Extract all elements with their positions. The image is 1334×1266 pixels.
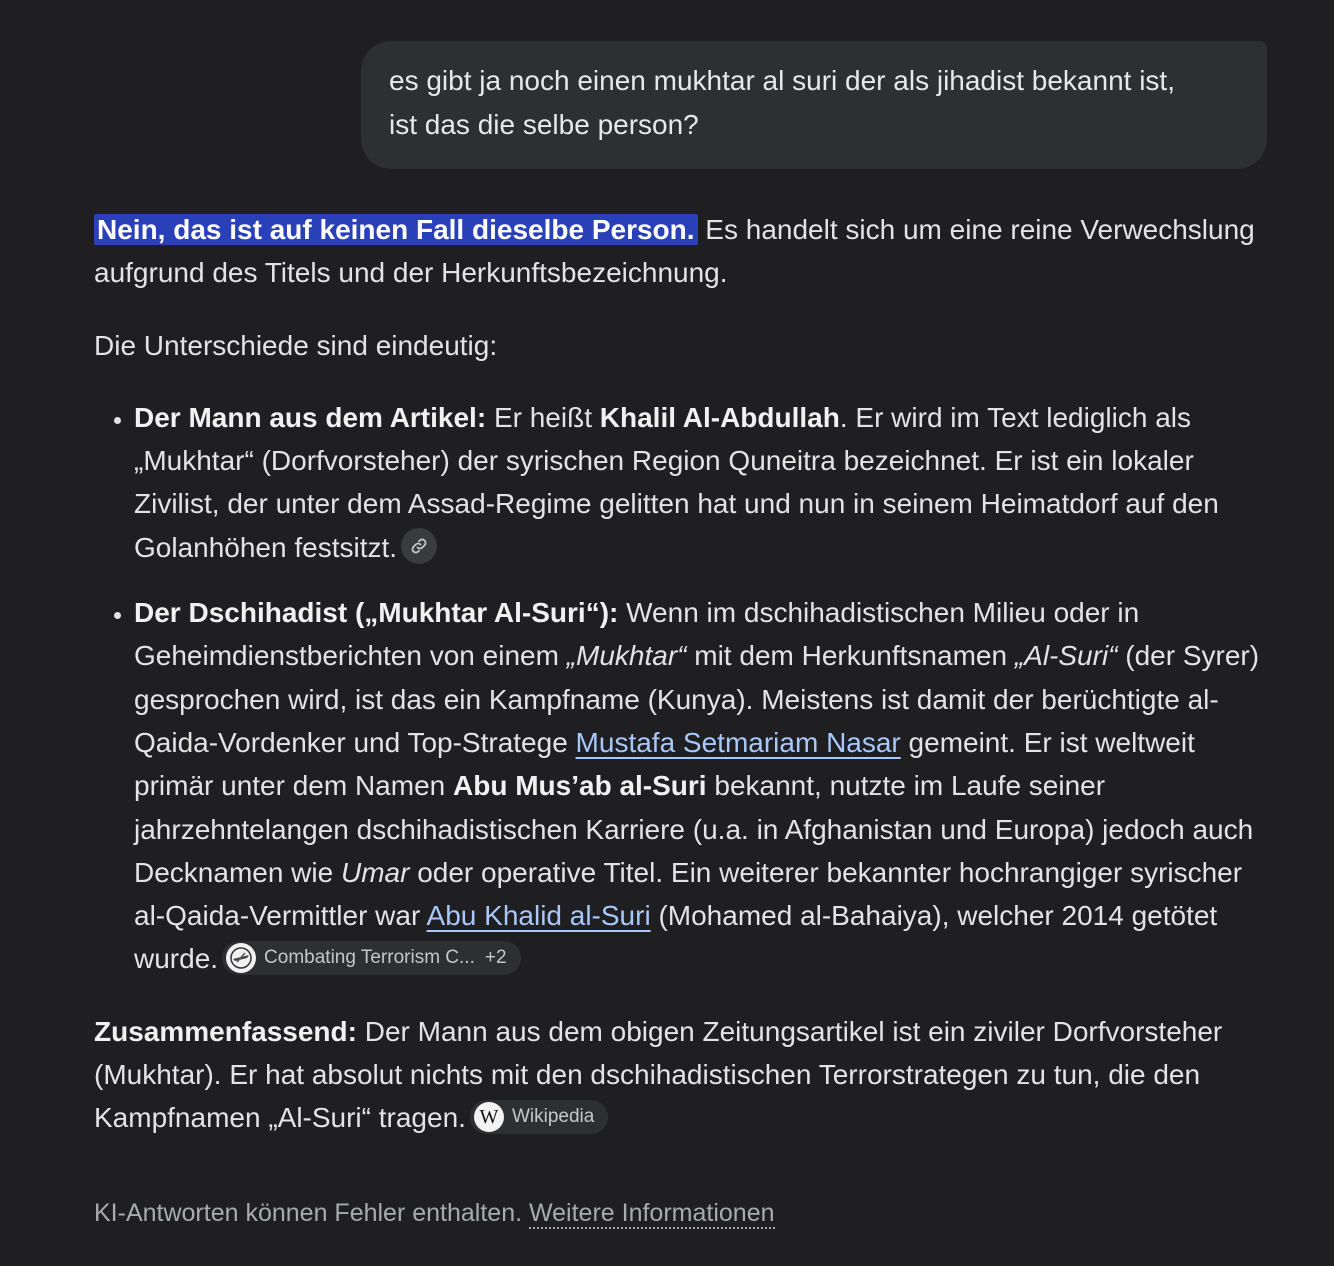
bullet1-name: Khalil Al-Abdullah [599, 401, 840, 433]
bullet1-label: Der Mann aus dem Artikel: [134, 401, 487, 433]
list-item [134, 591, 1266, 981]
answer-intro-text: Es handelt sich um eine reine Verwechslung aufgrund des Titels und der Herkunftsbezeichnung. [94, 214, 1255, 289]
ai-answer [94, 208, 1266, 1140]
user-message-line-1: es gibt ja noch einen mukhtar al suri der als jihadist bekannt ist, [389, 65, 1175, 96]
answer-highlight: Nein, das ist auf keinen Fall dieselbe Person. [94, 214, 698, 245]
link-abu-khalid-al-suri[interactable]: Abu Khalid al-Suri [426, 900, 651, 932]
bullet2-label: Der Dschihadist („Mukhtar Al-Suri“): [134, 597, 619, 629]
source-chip-wikipedia[interactable] [470, 1100, 608, 1134]
bullet2-italic-1: „Mukhtar“ [566, 640, 687, 672]
summary-text: Der Mann aus dem obigen Zeitungsartikel ist ein ziviler Dorfvorsteher (Mukhtar). Er hat absolut nichts mit den dschihadistischen Terrorstrategen zu tun, die den Kampfnamen „Al-Suri“ tragen. [94, 1015, 1223, 1134]
differences-list [94, 396, 1266, 981]
bullet2-text-1: Wenn im dschihadistischen Milieu oder in Geheimdienstberichten von einem [134, 597, 1140, 672]
source-chip-more: +2 [484, 947, 507, 969]
bullet2-text-7: (Mohamed al-Bahaiya), welcher 2014 getötet wurde. [134, 900, 1218, 975]
disclaimer-text: KI-Antworten können Fehler enthalten. [94, 1199, 529, 1227]
bullet2-text-4: gemeint. Er ist weltweit primär unter dem Namen [134, 726, 1195, 802]
bullet2-text-3: (der Syrer) gesprochen wird, ist das ein Kampfname (Kunya). Meistens ist damit der berüchtigte al-Qaida-Vordenker und Top-Stratege [134, 640, 1260, 758]
bullet1-text-2: . Er wird im Text lediglich als „Mukhtar“ (Dorfvorsteher) der syrischen Region Quneitra bezeichnet. Er ist ein lokaler Zivilist, der unter dem Assad-Regime gelitten hat und nun in seinem Heimatdorf auf den Golanhöhen festsitzt. [134, 401, 1219, 563]
link-icon [410, 537, 428, 555]
bullet2-bold-name: Abu Mus’ab al-Suri [453, 770, 707, 802]
source-chip-combating-terrorism[interactable] [222, 941, 521, 975]
summary-paragraph [94, 1010, 1266, 1140]
combating-terrorism-icon [226, 943, 256, 973]
citation-link-button[interactable] [401, 528, 437, 564]
list-item [134, 396, 1266, 569]
wikipedia-icon: W [474, 1102, 504, 1132]
source-chip-label: Wikipedia [511, 1105, 595, 1127]
bullet2-text-5: bekannt, nutzte im Laufe seiner jahrzehntelangen dschihadistischen Karriere (u.a. in Afghanistan und Europa) jedoch auch Decknamen wie [134, 770, 1254, 888]
bullet2-text-2: mit dem Herkunftsnamen [686, 640, 1015, 672]
user-message-bubble [361, 41, 1267, 169]
differences-heading: Die Unterschiede sind eindeutig: [94, 329, 498, 361]
link-mustafa-setmariam-nasar[interactable]: Mustafa Setmariam Nasar [575, 726, 901, 758]
answer-intro-paragraph [94, 208, 1266, 295]
more-info-link[interactable]: Weitere Informationen [529, 1199, 775, 1227]
bullet1-text-1: Er heißt [486, 401, 600, 433]
ai-disclaimer [94, 1193, 775, 1233]
bullet2-italic-3: Umar [340, 856, 410, 888]
user-message-line-2: ist das die selbe person? [389, 109, 699, 140]
bullet2-italic-2: „Al-Suri“ [1014, 640, 1118, 672]
source-chip-label: Combating Terrorism C... [264, 947, 475, 969]
bullet2-text-6: oder operative Titel. Ein weiterer bekannter hochrangiger syrischer al-Qaida-Vermittler war [134, 856, 1243, 932]
summary-label: Zusammenfassend: [94, 1015, 357, 1047]
